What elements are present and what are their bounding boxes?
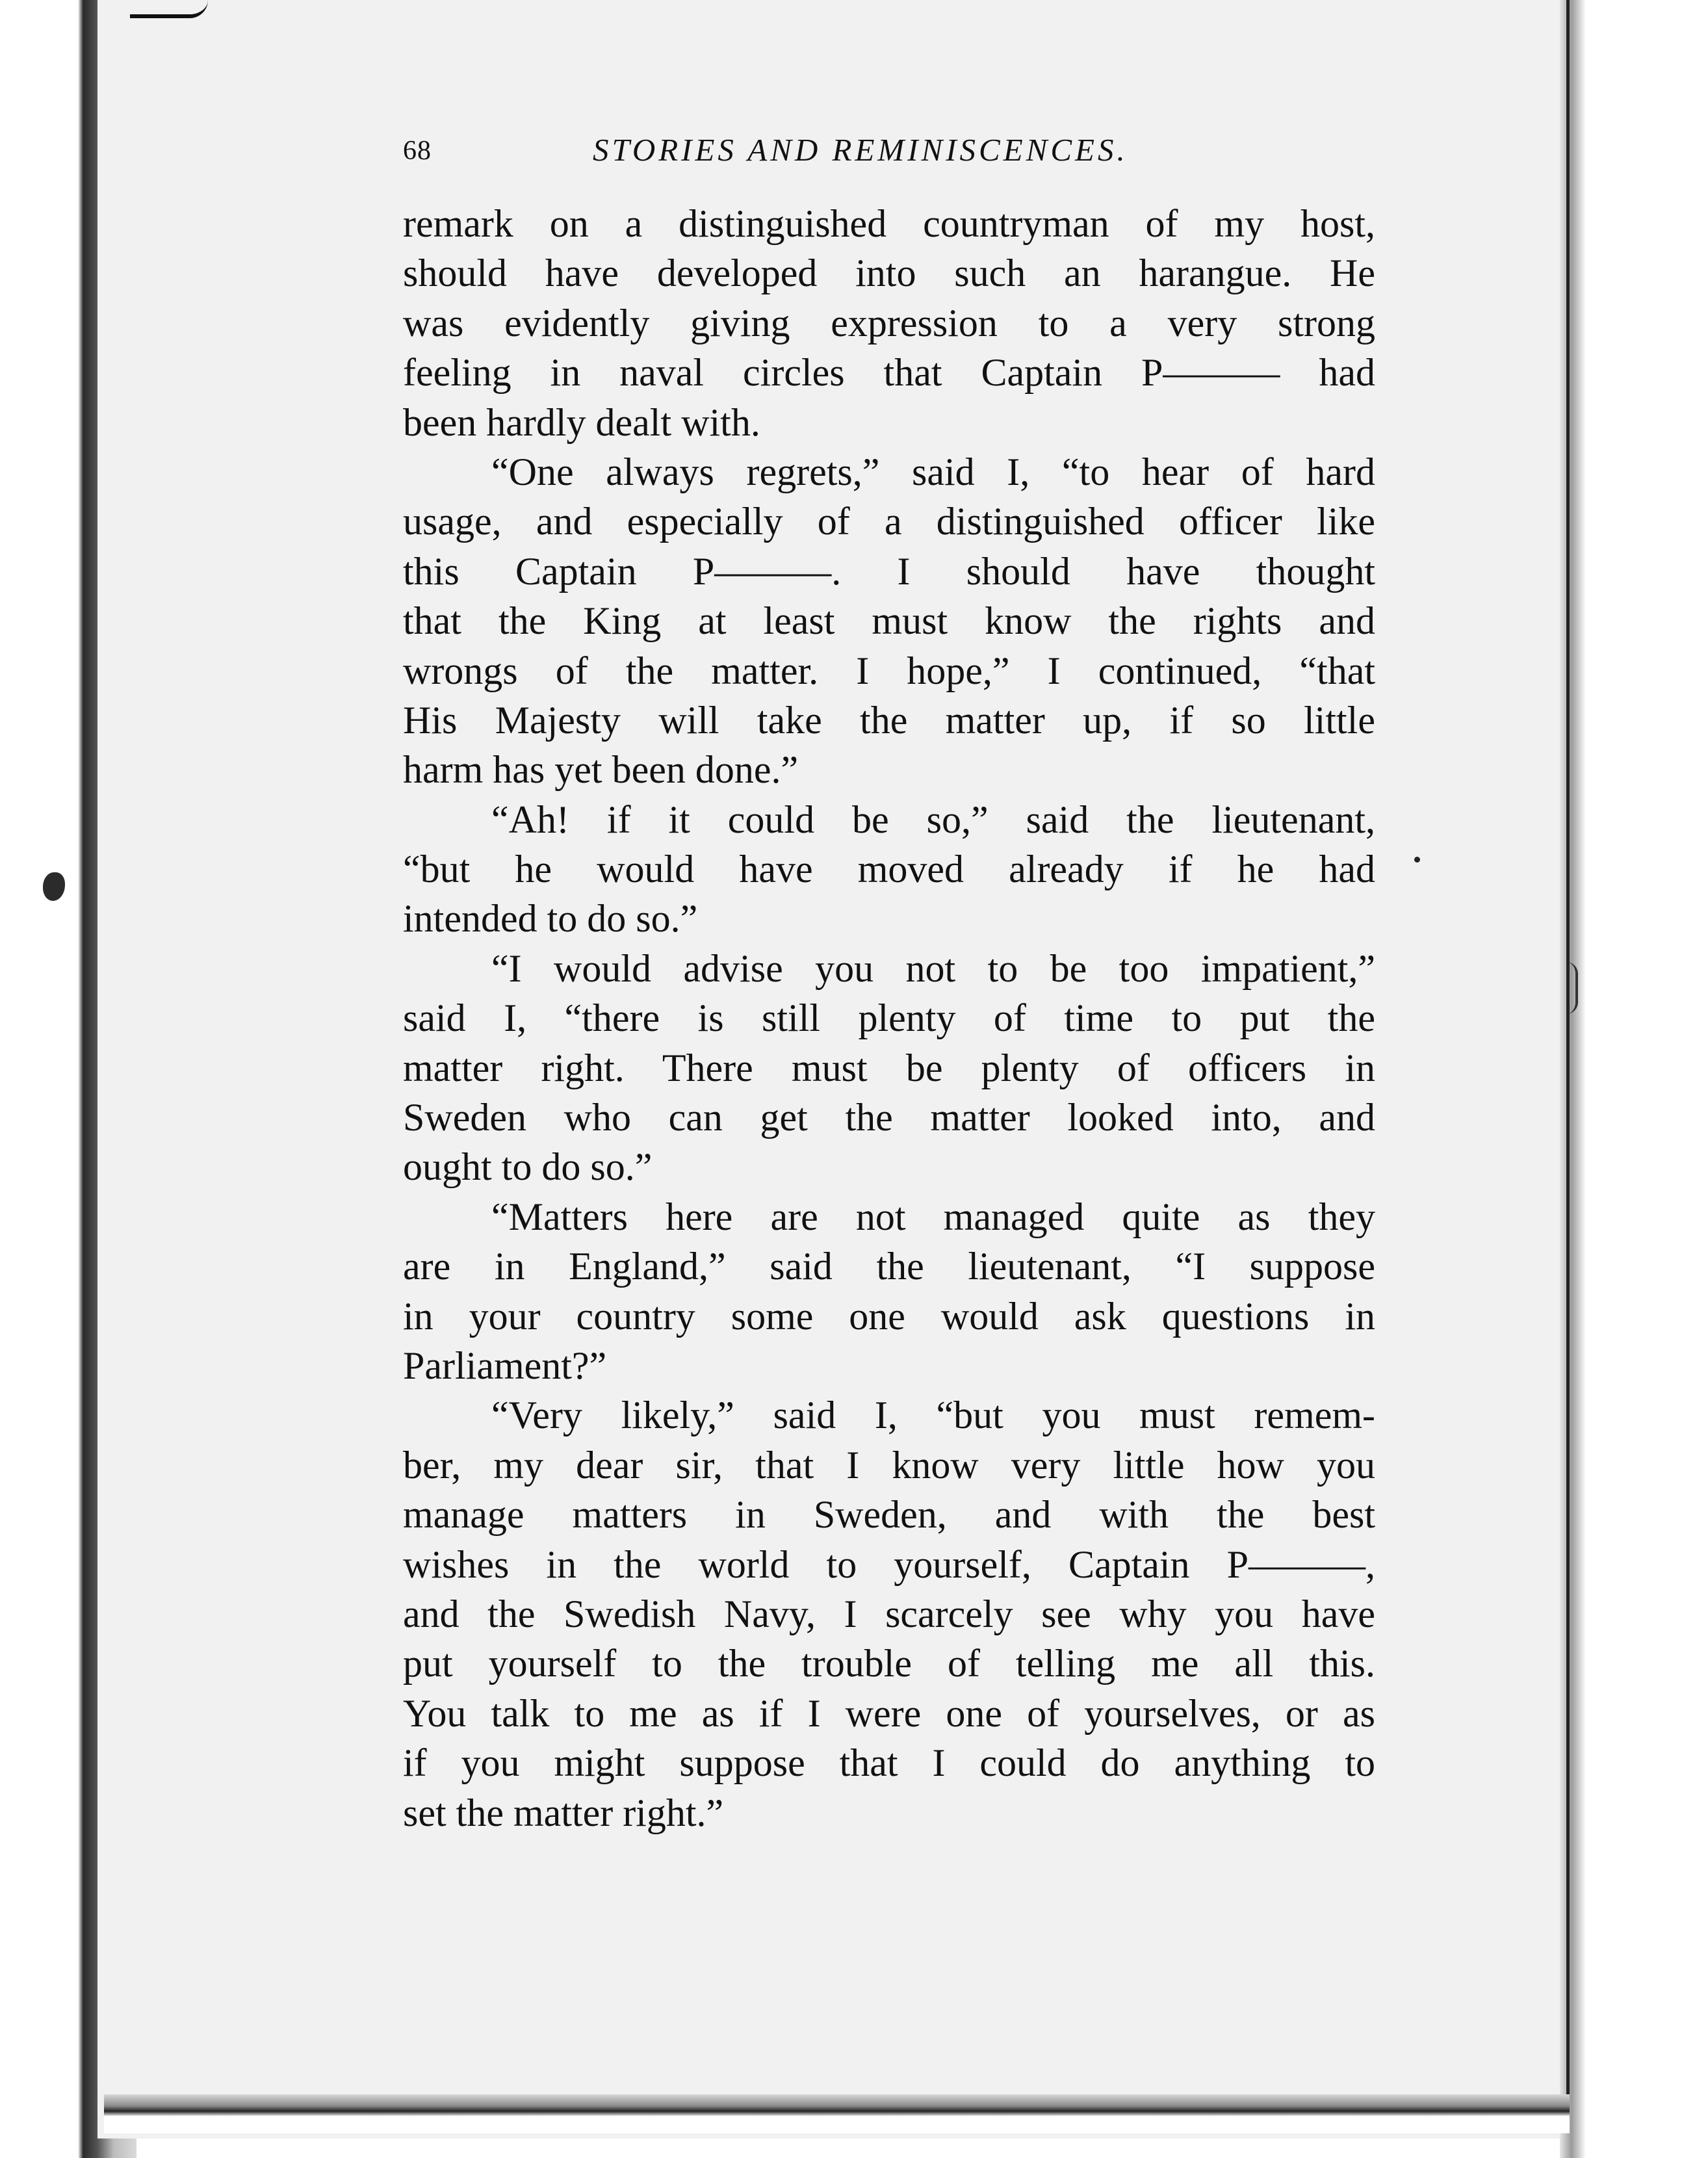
body-text — [403, 199, 1375, 1838]
text-line: remark on a distinguished countryman of my host, — [403, 202, 1375, 245]
text-line: this Captain P———. I should have thought — [403, 549, 1375, 593]
text-line: “I would advise you not to be too impatient,” — [491, 946, 1375, 990]
page-number: 68 — [403, 136, 432, 166]
running-header — [403, 130, 1222, 176]
text-line: Parliament?” — [403, 1344, 607, 1387]
text-line: if you might suppose that I could do anything to — [403, 1741, 1375, 1785]
text-line: usage, and especially of a distinguished officer like — [403, 500, 1375, 543]
text-line: was evidently giving expression to a very strong — [403, 301, 1375, 344]
text-line: manage matters in Sweden, and with the best — [403, 1493, 1375, 1537]
text-line: “but he would have moved already if he had — [403, 848, 1375, 891]
paragraph — [403, 944, 1375, 1192]
paragraph — [403, 1390, 1375, 1838]
text-line: Sweden who can get the matter looked into, and — [403, 1096, 1375, 1139]
text-line: ought to do so.” — [403, 1145, 653, 1189]
margin-bracket-mark — [1566, 962, 1578, 1014]
text-line: put yourself to the trouble of telling me all this. — [403, 1642, 1375, 1685]
text-line: harm has yet been done.” — [403, 748, 799, 792]
text-line: intended to do so.” — [403, 897, 698, 941]
text-line: set the matter right.” — [403, 1791, 724, 1834]
text-line: “Ah! if it could be so,” said the lieutenant, — [491, 798, 1375, 841]
paragraph — [403, 447, 1375, 795]
text-line: matter right. There must be plenty of officers in — [403, 1046, 1375, 1089]
text-line: “Very likely,” said I, “but you must remem- — [491, 1394, 1375, 1437]
text-line: You talk to me as if I were one of yourselves, or as — [403, 1691, 1375, 1735]
text-line: should have developed into such an harangue. He — [403, 252, 1375, 295]
text-line: feeling in naval circles that Captain P——— had — [403, 351, 1375, 395]
text-line: said I, “there is still plenty of time to put the — [403, 996, 1375, 1040]
text-line: are in England,” said the lieutenant, “I suppose — [403, 1245, 1375, 1288]
ink-dot — [1414, 857, 1420, 863]
paragraph — [403, 795, 1375, 944]
scan-mark — [130, 0, 208, 18]
paragraph — [403, 1192, 1375, 1391]
text-line: in your country some one would ask questions in — [403, 1294, 1375, 1338]
page-right-edge — [1566, 0, 1570, 2132]
text-line: wrongs of the matter. I hope,” I continued, “that — [403, 649, 1375, 692]
text-line: His Majesty will take the matter up, if so little — [403, 698, 1375, 742]
text-line: that the King at least must know the rights and — [403, 599, 1375, 643]
running-title: STORIES AND REMINISCENCES. — [593, 132, 1128, 168]
text-line: “Matters here are not managed quite as they — [491, 1195, 1375, 1238]
text-line: ber, my dear sir, that I know very little how you — [403, 1443, 1375, 1487]
text-line: “One always regrets,” said I, “to hear of hard — [491, 450, 1375, 493]
text-line: and the Swedish Navy, I scarcely see why you have — [403, 1592, 1375, 1635]
page-right-edge-shadow — [1560, 0, 1708, 2158]
page-bottom-edge — [104, 2094, 1570, 2133]
text-line: wishes in the world to yourself, Captain P———, — [403, 1542, 1375, 1586]
paragraph — [403, 199, 1375, 447]
text-line: been hardly dealt with. — [403, 400, 760, 444]
